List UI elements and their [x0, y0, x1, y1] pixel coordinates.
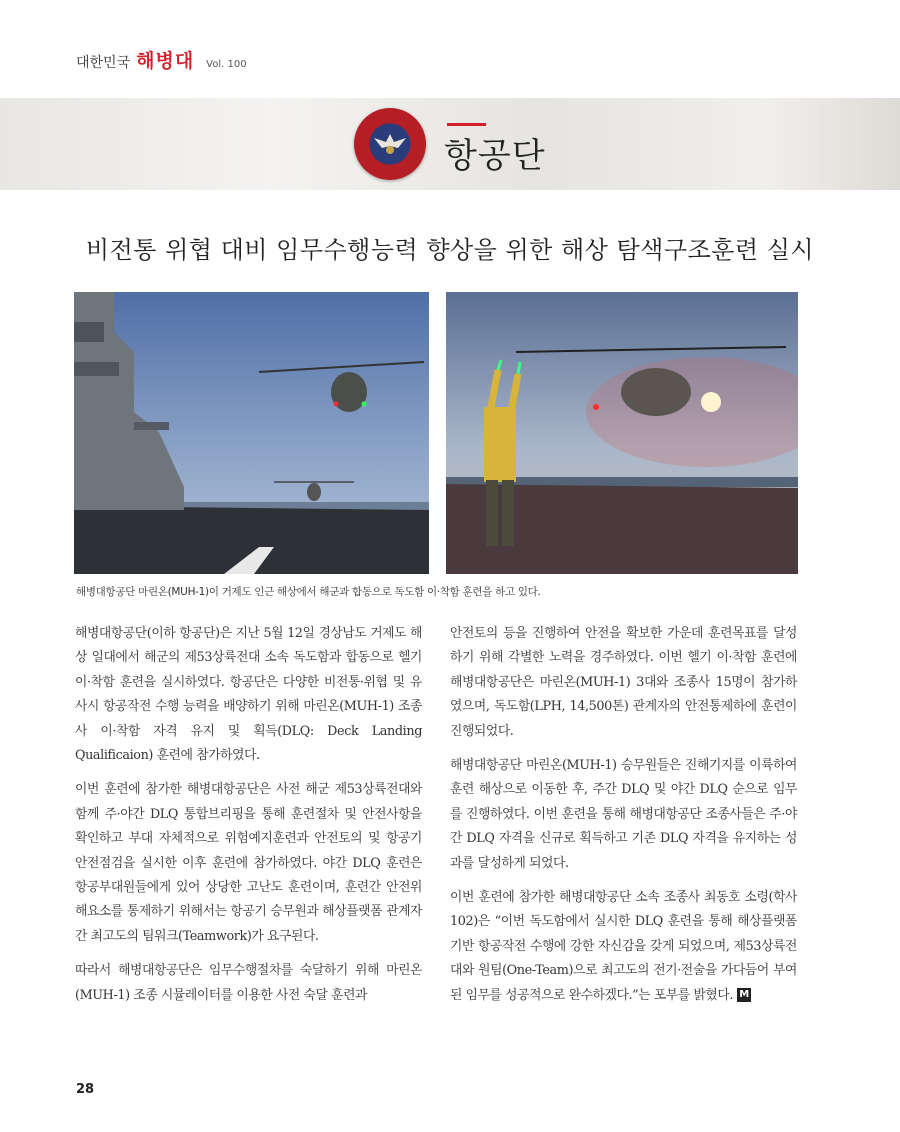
paragraph: 해병대항공단(이하 항공단)은 지난 5월 12일 경상남도 거제도 해상 일대에서 해군의 제53상륙전대 소속 독도함과 합동으로 헬기 이·착함 훈련을 실시하였다. 항공단은 다양한 비전통·위협 및 유사시 항공작전 수행 능력을 배양하기 위해 마린온(MUH-1) 조종사 이·착함 자격 유지 및 획득(DLQ: Deck Landing Qualificaion) 훈련에 참가하였다.	[75, 626, 422, 764]
article-headline: 비전통 위협 대비 임무수행능력 향상을 위한 해상 탐색구조훈련 실시	[85, 236, 815, 264]
brand-name: 해병대	[136, 50, 195, 72]
section-accent-line	[447, 123, 486, 126]
running-header	[76, 46, 247, 73]
paragraph: 안전토의 등을 진행하여 안전을 확보한 가운데 훈련목표를 달성하기 위해 각별한 노력을 경주하였다. 이번 헬기 이·착함 훈련에 해병대항공단은 마린온(MUH-1) 3대와 조종사 15명이 참가하였으며, 독도함(LPH, 14,500톤) 관계자의 안전통제하에 훈련이 진행되었다.	[450, 626, 797, 739]
paragraph: 이번 훈련에 참가한 해병대항공단은 사전 해군 제53상륙전대와 함께 주·야간 DLQ 통합브리핑을 통해 훈련절차 및 안전사항을 확인하고 부대 자체적으로 위험예지훈련과 안전토의 및 항공기 안전점검을 실시한 이후 훈련에 참가하였다. 야간 DLQ 훈련은 항공부대원들에게 있어 상당한 고난도 훈련이며, 훈련간 안전위해요소를 통제하기 위해서는 항공기 승무원과 해상플랫폼 관계자 간 최고도의 팀워크(Teamwork)가 요구된다.	[75, 782, 422, 944]
article-column-left	[75, 622, 422, 1018]
paragraph-text: 이번 훈련에 참가한 해병대항공단 소속 조종사 최동호 소령(학사102)은 “이번 독도함에서 실시한 DLQ 훈련을 통해 해상플랫폼 기반 항공작전 수행에 강한 자신감을 갖게 되었으며, 제53상륙전대와 원팀(One-Team)으로 최고도의 전기·전술을 가다듬어 부여된 임무를 성공적으로 완수하겠다.”는 포부를 밝혔다.	[450, 890, 797, 1003]
magazine-name: 대한민국	[76, 55, 131, 71]
volume-number: Vol. 100	[206, 59, 247, 70]
photo-caption: 해병대항공단 마린온(MUH-1)이 거제도 인근 해상에서 해군과 합동으로 독도함 이·착함 훈련을 하고 있다.	[76, 586, 541, 598]
end-mark-icon: M	[737, 988, 751, 1002]
paragraph: 해병대항공단 마린온(MUH-1) 승무원들은 진해기지를 이륙하여 훈련 해상으로 이동한 후, 주간 DLQ 및 야간 DLQ 순으로 임무를 진행하였다. 이번 훈련을 통해 해병대항공단 조종사들은 주·야간 DLQ 자격을 신규로 획득하고 기존 DLQ 자격을 유지하는 성과를 달성하게 되었다.	[450, 758, 797, 871]
paragraph-last	[450, 886, 797, 1008]
article-column-right	[450, 622, 797, 1018]
page-number: 28	[76, 1082, 95, 1097]
marine-aviation-emblem-icon	[354, 108, 426, 180]
section-title: 항공단	[444, 136, 546, 176]
eagle-icon	[372, 128, 408, 158]
paragraph: 따라서 해병대항공단은 임무수행절차를 숙달하기 위해 마린온(MUH-1) 조종 시뮬레이터를 이용한 사전 숙달 훈련과	[75, 963, 422, 1003]
helicopter-landing-on-ship-photo	[74, 292, 429, 574]
deck-signalman-guiding-helicopter-photo	[446, 292, 798, 574]
